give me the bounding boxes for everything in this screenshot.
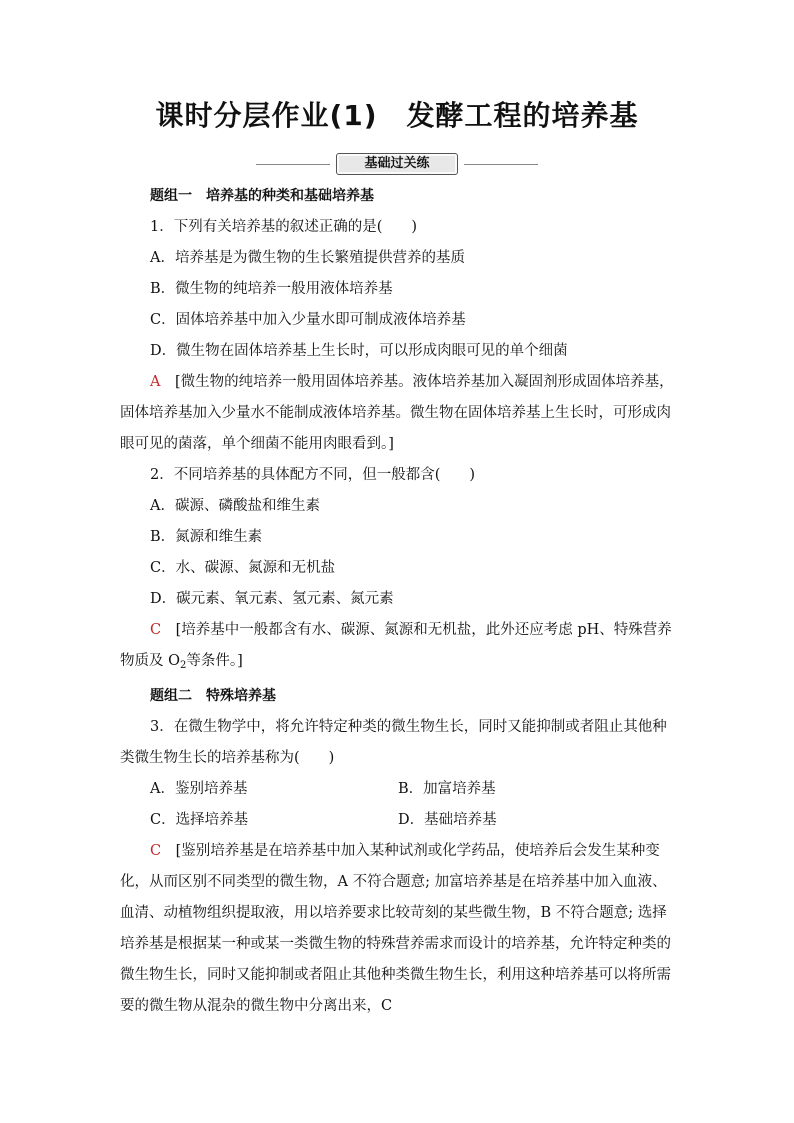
section-header <box>256 152 538 176</box>
question-3-stem: 3．在微生物学中，将允许特定种类的微生物生长，同时又能抑制或者阻止其他种类微生物生长的培养基称为( ) <box>120 719 667 766</box>
question-3-option-d: D．基础培养基 <box>398 812 497 828</box>
question-2-option-d: D．碳元素、氧元素、氢元素、氮元素 <box>150 591 394 607</box>
question-2-stem: 2．不同培养基的具体配方不同，但一般都含( ) <box>150 467 476 483</box>
subscript: 2 <box>180 660 187 671</box>
page-title: 课时分层作业(1) 发酵工程的培养基 <box>155 99 639 132</box>
group-1-heading: 题组一 培养基的种类和基础培养基 <box>150 188 374 204</box>
exercise-content <box>120 181 676 1022</box>
answer-letter: C <box>150 622 162 638</box>
question-2-option-a: A．碳源、磷酸盐和维生素 <box>150 498 320 514</box>
answer-letter: A <box>150 374 161 390</box>
question-1-option-d: D．微生物在固体培养基上生长时，可以形成肉眼可见的单个细菌 <box>150 343 568 359</box>
question-2-option-c: C．水、碳源、氮源和无机盐 <box>150 560 336 576</box>
question-3-options-row-2 <box>120 805 676 836</box>
question-3-options-row-1 <box>120 774 676 805</box>
question-1-stem: 1．下列有关培养基的叙述正确的是( ) <box>150 219 418 235</box>
divider-left <box>256 164 330 165</box>
question-1-option-b: B．微生物的纯培养一般用液体培养基 <box>150 281 393 297</box>
question-1-answer <box>120 367 676 460</box>
question-3-option-a: A．鉴别培养基 <box>150 781 248 797</box>
divider-right <box>464 164 538 165</box>
question-3-answer <box>120 836 676 1022</box>
question-3-option-c: C．选择培养基 <box>150 812 249 828</box>
question-2-option-b: B．氮源和维生素 <box>150 529 263 545</box>
question-2-answer <box>120 615 676 681</box>
question-1-option-c: C．固体培养基中加入少量水即可制成液体培养基 <box>150 312 466 328</box>
question-3-option-b: B．加富培养基 <box>398 781 496 797</box>
answer-letter: C <box>150 843 162 859</box>
question-1-option-a: A．培养基是为微生物的生长繁殖提供营养的基质 <box>150 250 465 266</box>
group-2-heading: 题组二 特殊培养基 <box>150 688 276 704</box>
answer-explanation: [培养基中一般都含有水、碳源、氮源和无机盐，此外还应考虑 pH、特殊营养物质及 O <box>120 622 672 669</box>
answer-explanation: [微生物的纯培养一般用固体培养基。液体培养基加入凝固剂形成固体培养基，固体培养基加入少量水不能制成液体培养基。微生物在固体培养基上生长时，可形成肉眼可见的菌落，单个细菌不能用肉眼看到。] <box>120 374 674 452</box>
answer-explanation: [鉴别培养基是在培养基中加入某种试剂或化学药品，使培养后会发生某种变化，从而区别不同类型的微生物，A 不符合题意; 加富培养基是在培养基中加入血液、血清、动植物组织提取液，用以培养要求比较苛刻的某些微生物，B 不符合题意; 选择培养基是根据某一种或某一类微生物的特殊营养需求而设计的培养基，允许特定种类的微生物生长，同时又能抑制或者阻止其他种类微生物生长，利用这种培养基可以将所需要的微生物从混杂的微生物中分离出来，C <box>120 843 671 1014</box>
answer-explanation-end: 等条件。] <box>186 653 243 669</box>
section-badge: 基础过关练 <box>336 153 458 175</box>
